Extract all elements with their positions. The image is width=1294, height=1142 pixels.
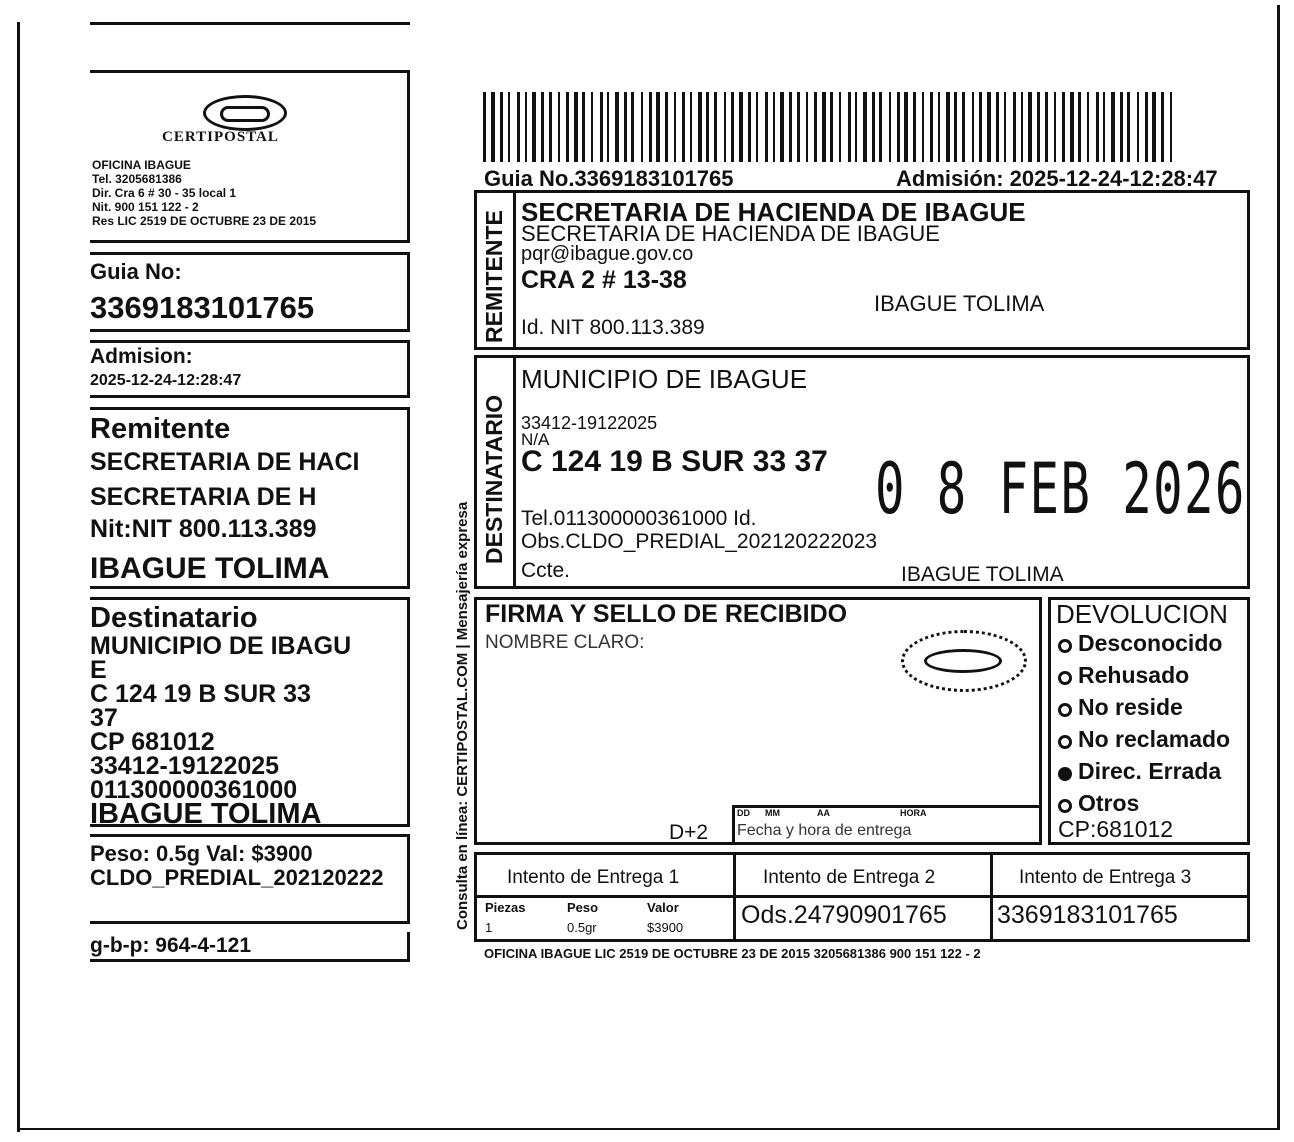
left-destinatario-line: 011300000361000 (90, 776, 298, 804)
destinatario-ccte: Ccte. (521, 559, 571, 582)
remitente-name2: SECRETARIA DE HACIENDA DE IBAGUE (521, 221, 940, 246)
barcode-bar (532, 92, 536, 162)
office-line: Tel. 3205681386 (92, 172, 182, 186)
firma-nombre: NOMBRE CLARO: (485, 632, 645, 653)
office-line: Nit. 900 151 122 - 2 (92, 200, 199, 214)
devolucion-cp: CP:681012 (1058, 816, 1174, 842)
left-remitente-line: Nit:NIT 800.113.389 (90, 515, 317, 543)
barcode-bar (748, 92, 751, 162)
barcode-bar (500, 92, 503, 162)
left-destinatario-lines (90, 632, 352, 830)
remitente-name: SECRETARIA DE HACIENDA DE IBAGUE (521, 197, 1026, 227)
barcode-bar (517, 92, 520, 162)
devolucion-option-label: Otros (1078, 790, 1140, 816)
left-gbp-box (90, 932, 410, 962)
barcode-bar (756, 92, 758, 162)
left-guia-box (90, 252, 410, 332)
radio-icon[interactable] (1058, 639, 1072, 653)
piezas-label: Piezas (485, 900, 526, 915)
barcode-bar (549, 92, 552, 162)
barcode-bar (863, 92, 867, 162)
remitente-city: IBAGUE TOLIMA (874, 291, 1045, 316)
radio-icon[interactable] (1058, 671, 1072, 685)
firma-dplus: D+2 (669, 821, 709, 844)
destinatario-na: N/A (521, 430, 550, 449)
remitente-id: Id. NIT 800.113.389 (521, 316, 705, 339)
barcode-bar (789, 92, 792, 162)
barcode-bar (996, 92, 999, 162)
peso-label: Peso (567, 900, 599, 915)
barcode-bar (889, 92, 891, 162)
barcode-bar (879, 92, 882, 162)
intentos-guia: 3369183101765 (997, 901, 1178, 929)
barcode-bar (624, 92, 627, 162)
barcode-bar (491, 92, 495, 162)
left-guia-label: Guia No: (90, 259, 182, 284)
barcode-bar (913, 92, 916, 162)
barcode-bar (848, 92, 851, 162)
left-destinatario-line: CP 681012 (90, 728, 215, 756)
barcode-bar (855, 92, 857, 162)
intento-3-header: Intento de Entrega 3 (1019, 867, 1192, 888)
barcode-bar (1096, 92, 1099, 162)
left-obs-line: CLDO_PREDIAL_202120222 (90, 865, 384, 890)
barcode-bar (724, 92, 726, 162)
barcode-bar (706, 92, 709, 162)
barcode-bar (698, 92, 702, 162)
barcode-bar (665, 92, 668, 162)
barcode-bar (1013, 92, 1016, 162)
barcode-bar (1152, 92, 1156, 162)
firma-title: FIRMA Y SELLO DE RECIBIDO (485, 600, 848, 628)
barcode-bar (631, 92, 634, 162)
left-destinatario-line: IBAGUE TOLIMA (90, 798, 322, 830)
peso-value: 0.5gr (567, 920, 597, 935)
barcode-bar (674, 92, 676, 162)
barcode-bar (1028, 92, 1032, 162)
barcode-bar (1062, 92, 1065, 162)
office-line: Res LIC 2519 DE OCTUBRE 23 DE 2015 (92, 214, 317, 228)
firma-box (474, 597, 1042, 845)
page-frame-left (17, 22, 20, 1132)
barcode-bar (483, 92, 486, 162)
barcode-bar (1087, 92, 1089, 162)
barcode-bar (972, 92, 974, 162)
barcode-bar (773, 92, 775, 162)
left-destinatario-box (90, 597, 410, 830)
barcode-bar (649, 92, 652, 162)
barcode-bar (780, 92, 784, 162)
destinatario-name: MUNICIPIO DE IBAGUE (521, 364, 808, 394)
barcode-bar (1137, 92, 1139, 162)
radio-icon[interactable] (1058, 799, 1072, 813)
left-remitente-line: SECRETARIA DE H (90, 483, 317, 511)
intentos-col-divider-1 (733, 855, 736, 939)
radio-icon[interactable] (1058, 703, 1072, 717)
barcode-bar (508, 92, 510, 162)
destinatario-ref: 33412-19122025 (521, 413, 658, 433)
left-destinatario-line: C 124 19 B SUR 33 (90, 680, 311, 708)
barcode-bar (830, 92, 833, 162)
barcode-bar (1070, 92, 1074, 162)
barcode-bar (962, 92, 965, 162)
office-info (92, 158, 316, 228)
piezas-value: 1 (485, 920, 493, 935)
barcode-bar (600, 92, 603, 162)
devolucion-option-direc-errada[interactable] (1058, 758, 1221, 785)
remitente-address: CRA 2 # 13-38 (521, 266, 687, 294)
barcode-bar (1103, 92, 1105, 162)
destinatario-tel: Tel.011300000361000 Id. (521, 507, 757, 530)
destinatario-obs: Obs.CLDO_PREDIAL_202120222023 (521, 530, 878, 553)
barcode-bar (1145, 92, 1148, 162)
barcode-bar (822, 92, 826, 162)
barcode-bar (731, 92, 734, 162)
intentos-col-divider-2 (990, 855, 993, 939)
left-destinatario-line: 33412-19122025 (90, 752, 280, 780)
barcode-bar (872, 92, 875, 162)
radio-checked-icon[interactable] (1058, 767, 1072, 781)
office-bottom-rule (90, 240, 410, 243)
barcode-bar (806, 92, 808, 162)
barcode-bar (1127, 92, 1130, 162)
barcode-bar (904, 92, 908, 162)
left-remitente-label: Remitente (90, 413, 231, 445)
devolucion-option-desconocido[interactable] (1058, 630, 1222, 657)
office-line: Dir. Cra 6 # 30 - 35 local 1 (92, 186, 237, 200)
barcode-bar (938, 92, 940, 162)
barcode-bar (690, 92, 692, 162)
remitente-email: pqr@ibague.gov.co (521, 243, 694, 265)
left-destinatario-line: MUNICIPIO DE IBAGU (90, 632, 352, 660)
barcode-bar (1004, 92, 1006, 162)
barcode-bar (566, 92, 569, 162)
barcode (483, 92, 1178, 162)
page-frame-top (90, 22, 410, 25)
devolucion-option-label: No reclamado (1078, 726, 1231, 752)
destinatario-divider (513, 358, 516, 586)
devolucion-option-no-reside[interactable] (1058, 694, 1183, 721)
left-remitente-box (90, 407, 410, 589)
left-top-side (407, 70, 410, 242)
left-admision-value: 2025-12-24-12:28:47 (90, 372, 242, 389)
barcode-bar (987, 92, 991, 162)
devolucion-option-no-reclamado[interactable] (1058, 726, 1230, 753)
barcode-bar (1161, 92, 1164, 162)
left-peso-box (90, 834, 410, 924)
brand-name: CERTIPOSTAL (162, 129, 279, 145)
header-admision: Admisión: 2025-12-24-12:28:47 (896, 166, 1218, 191)
barcode-bar (615, 92, 619, 162)
intento-1-header: Intento de Entrega 1 (507, 867, 680, 888)
left-gbp: g-b-p: 964-4-121 (90, 934, 252, 957)
left-destinatario-line: E (90, 656, 107, 684)
destinatario-address: C 124 19 B SUR 33 37 (521, 445, 828, 478)
page-frame-right (1277, 5, 1280, 1130)
radio-icon[interactable] (1058, 735, 1072, 749)
left-remitente-line: IBAGUE TOLIMA (90, 552, 330, 585)
barcode-bar (525, 92, 527, 162)
barcode-bar (582, 92, 585, 162)
devolucion-option-label: Direc. Errada (1078, 758, 1222, 784)
barcode-bar (1078, 92, 1081, 162)
stamp-seal-icon (901, 630, 1027, 692)
intentos-ods: Ods.24790901765 (741, 901, 947, 929)
destinatario-city: IBAGUE TOLIMA (901, 563, 1064, 586)
barcode-bar (946, 92, 950, 162)
barcode-bar (814, 92, 817, 162)
valor-label: Valor (647, 900, 679, 915)
remitente-box (474, 190, 1250, 350)
barcode-bar (641, 92, 643, 162)
fecha-box (732, 805, 1042, 845)
left-guia-number: 3369183101765 (90, 290, 315, 325)
fecha-header-mm: MM (765, 808, 780, 818)
barcode-bar (591, 92, 593, 162)
barcode-bar (558, 92, 560, 162)
left-admision-box (90, 340, 410, 398)
intentos-table (474, 852, 1250, 942)
fecha-header-hora: HORA (900, 808, 927, 818)
intento-2-header: Intento de Entrega 2 (763, 867, 936, 888)
devolucion-option-label: No reside (1078, 694, 1183, 720)
barcode-bar (541, 92, 544, 162)
left-admision-label: Admision: (90, 345, 193, 368)
barcode-bar (930, 92, 933, 162)
office-line: OFICINA IBAGUE (92, 158, 191, 172)
barcode-bar (1170, 92, 1172, 162)
barcode-bar (1120, 92, 1123, 162)
side-consulta-text: Consulta en línea: CERTIPOSTAL.COM | Mensajería expresa (454, 501, 471, 930)
left-destinatario-line: 37 (90, 704, 118, 732)
remitente-divider (513, 193, 516, 347)
valor-value: $3900 (647, 920, 684, 935)
left-destinatario-label: Destinatario (90, 602, 258, 634)
destinatario-box (474, 355, 1250, 589)
barcode-bar (682, 92, 685, 162)
barcode-bar (954, 92, 957, 162)
barcode-bar (979, 92, 982, 162)
barcode-bar (1021, 92, 1023, 162)
barcode-bar (765, 92, 768, 162)
barcode-bar (739, 92, 743, 162)
barcode-bar (714, 92, 717, 162)
fecha-label: Fecha y hora de entrega (737, 822, 912, 839)
barcode-bar (797, 92, 800, 162)
barcode-bar (1045, 92, 1048, 162)
devolucion-option-otros[interactable] (1058, 790, 1139, 817)
devolucion-option-label: Rehusado (1078, 662, 1190, 688)
barcode-bar (897, 92, 900, 162)
barcode-bar (1037, 92, 1040, 162)
received-date-stamp: 0 8 FEB 2026 (875, 448, 1246, 530)
devolucion-option-rehusado[interactable] (1058, 662, 1189, 689)
left-peso-line: Peso: 0.5g Val: $3900 (90, 841, 313, 866)
intentos-row-divider (477, 895, 1247, 898)
barcode-bar (1054, 92, 1056, 162)
barcode-bar (922, 92, 924, 162)
fecha-header-aa: AA (817, 808, 830, 818)
devolucion-option-label: Desconocido (1078, 630, 1223, 656)
destinatario-label: DESTINATARIO (481, 394, 507, 564)
remitente-label: REMITENTE (481, 210, 507, 343)
barcode-bar (574, 92, 578, 162)
barcode-bar (1111, 92, 1115, 162)
left-top-rule (90, 70, 410, 73)
footer-office-line: OFICINA IBAGUE LIC 2519 DE OCTUBRE 23 DE 2015 3205681386 900 151 122 - 2 (484, 946, 981, 961)
barcode-bar (839, 92, 841, 162)
fecha-header-dd: DD (737, 808, 750, 818)
page-frame-bottom (20, 1128, 1277, 1130)
barcode-bar (656, 92, 660, 162)
barcode-bar (607, 92, 609, 162)
devolucion-title: DEVOLUCION (1056, 599, 1228, 629)
certipostal-logo-icon (203, 95, 287, 131)
header-guia: Guia No.3369183101765 (484, 166, 734, 191)
left-remitente-line: SECRETARIA DE HACI (90, 448, 360, 476)
